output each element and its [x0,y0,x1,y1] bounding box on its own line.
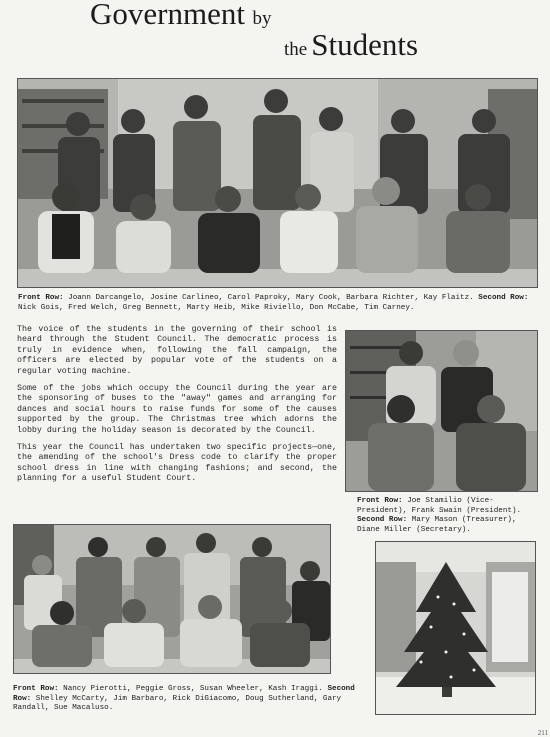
body-paragraph-1: The voice of the students in the governing of their school is heard through the Student Council. The democratic process is truly in evidence when, following the fall campaign, the officers are elected by popular vote of the students on a regular voting machine. [17,325,337,376]
council-group-photo-image [18,79,537,287]
caption-front-row-label: Front Row: [18,294,64,302]
page-number: 211 [537,729,548,737]
article-body [17,325,337,492]
court-second-row-label: Second Row: [13,685,355,703]
court-front-row-label: Front Row: [13,685,59,693]
court-second-row-names: Shelley McCarty, Jim Barbaro, Rick DiGiacomo, Doug Sutherland, Gary Randall, Sue Macaluso. [13,694,342,713]
second-group-photo [13,524,331,674]
body-paragraph-3: This year the Council has undertaken two specific projects—one, the amending of the school's Dress code to clarify the proper school dress in line with changing fashions; and second, the planning for a useful Student Court. [17,443,337,484]
title-word-students: Students [311,27,419,62]
officers-photo-caption [357,497,537,535]
second-group-photo-image [14,525,330,673]
council-photo-caption [18,294,536,313]
title-word-by: by [252,8,272,29]
officers-second-row-label: Second Row: [357,516,408,525]
officers-photo [345,330,538,492]
officers-front-row-names: Joe Stamilio (Vice-President), Frank Swain (President). [357,497,522,515]
title-word-the: the [284,39,308,60]
christmas-tree-photo-image [376,542,535,714]
officers-second-row-names: Mary Mason (Treasurer), Diane Miller (Secretary). [357,516,517,534]
page-title-line-1 [90,0,271,32]
council-group-photo [17,78,538,288]
caption-front-row-names: Joann Darcangelo, Josine Carlineo, Carol Paproky, Mary Cook, Barbara Richter, Kay Flaitz. [68,294,474,302]
officers-photo-image [346,331,537,491]
caption-second-row-label: Second Row: [478,294,529,302]
second-group-caption [13,685,358,714]
christmas-tree-photo [375,541,536,715]
body-paragraph-2: Some of the jobs which occupy the Council during the year are the sponsoring of buses to the "away" games and arranging for dances and social hours to raise funds for some of the causes supported by the group. The Christmas tree which adorns the lobby during the holiday season is decorated by the Council. [17,384,337,435]
title-word-government: Government [90,0,245,31]
caption-second-row-names: Nick Gois, Fred Welch, Greg Bennett, Marty Heib, Mike Riviello, Don McCabe, Tim Carney. [18,303,415,312]
officers-front-row-label: Front Row: [357,497,403,505]
court-front-row-names: Nancy Pierotti, Peggie Gross, Susan Wheeler, Kash Iraggi. [63,685,323,693]
page-title-line-2 [284,27,418,63]
